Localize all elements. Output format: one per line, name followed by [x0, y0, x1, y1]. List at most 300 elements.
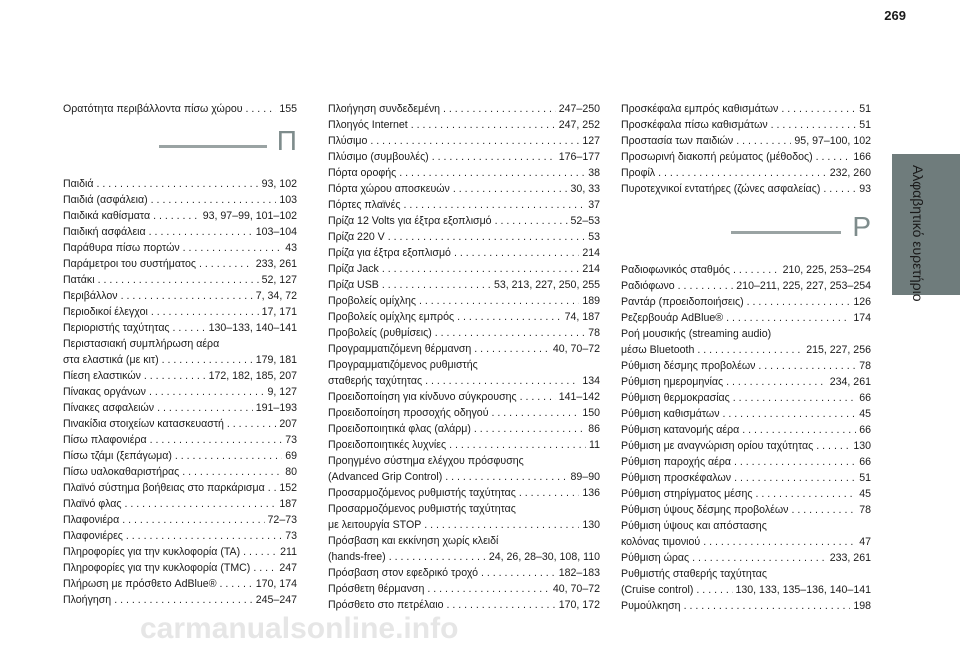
index-entry — [621, 294, 871, 310]
index-page-ref: 172, 182, 185, 207 — [208, 370, 297, 382]
dot-leader — [220, 576, 253, 592]
index-page-ref: 52, 127 — [261, 274, 297, 286]
index-term: Πρίζα 12 Volts για έξτρα εξοπλισμό — [328, 215, 492, 227]
dot-leader — [791, 502, 856, 518]
index-term: Πλαϊνό σύστημα βοήθειας στο παρκάρισμα — [63, 482, 265, 494]
dot-leader — [481, 565, 556, 581]
dot-leader — [742, 422, 856, 438]
dot-leader — [121, 288, 253, 304]
index-term: Ρύθμιση δέσμης προβολέων — [621, 360, 756, 372]
index-page-ref: 73 — [285, 434, 297, 446]
index-page-ref: 66 — [859, 456, 871, 468]
index-page-ref: 38 — [588, 167, 600, 179]
dot-leader — [246, 101, 277, 117]
index-term: με λειτουργία STOP — [328, 519, 422, 531]
index-page-ref: 103–104 — [255, 226, 297, 238]
index-entry — [63, 576, 297, 592]
page-number: 269 — [884, 8, 906, 23]
dot-leader — [403, 197, 585, 213]
index-term: σταθερής ταχύτητας — [328, 375, 423, 387]
index-page-ref: 211 — [280, 546, 297, 558]
index-term: Πίεση ελαστικών — [63, 370, 141, 382]
index-page-ref: 43 — [285, 242, 297, 254]
dot-leader — [419, 293, 579, 309]
index-entry — [328, 389, 600, 405]
dot-leader — [658, 165, 827, 181]
index-term: Πρόσθετο στο πετρέλαιο — [328, 599, 444, 611]
index-entry-line: Ρυθμιστής σταθερής ταχύτητας — [621, 568, 768, 580]
dot-leader — [816, 149, 851, 165]
index-entry — [621, 502, 871, 518]
index-page-ref: 207 — [279, 418, 297, 430]
dot-leader — [153, 208, 200, 224]
index-term: Πυροτεχνικοί εντατήρες (ζώνες ασφαλείας) — [621, 183, 821, 195]
index-page-ref: 210, 225, 253–254 — [782, 264, 871, 276]
index-term: Προβολείς (ρυθμίσεις) — [328, 327, 432, 339]
index-page-ref: 179, 181 — [255, 354, 297, 366]
dot-leader — [149, 384, 265, 400]
dot-leader — [816, 438, 850, 454]
index-term: Ρύθμιση ύψους δέσμης προβολέων — [621, 504, 789, 516]
dot-leader — [151, 192, 277, 208]
index-page-ref: 51 — [859, 472, 871, 484]
index-entry — [328, 549, 600, 565]
index-entry — [621, 534, 871, 550]
index-term: Ρύθμιση ημερομηνίας — [621, 376, 724, 388]
index-page-ref: 187 — [279, 498, 297, 510]
index-page-ref: 198 — [853, 600, 871, 612]
index-page-ref: 150 — [582, 407, 600, 419]
index-entry — [621, 374, 871, 390]
index-entry — [328, 165, 600, 181]
index-entry — [63, 560, 297, 576]
index-entry — [328, 277, 600, 293]
dot-leader — [495, 213, 568, 229]
index-entry-line: Πρόσβαση και εκκίνηση χωρίς κλειδί — [328, 535, 499, 547]
dot-leader — [183, 240, 283, 256]
dot-leader — [726, 310, 850, 326]
index-term: Πληροφορίες για την κυκλοφορία (TMC) — [63, 562, 251, 574]
index-entry — [63, 496, 297, 512]
dot-leader — [435, 325, 585, 341]
dot-leader — [411, 117, 556, 133]
index-term: Ρύθμιση θερμοκρασίας — [621, 392, 730, 404]
index-column-2 — [328, 101, 600, 613]
index-term: Πρίζα Jack — [328, 263, 379, 275]
dot-leader — [114, 592, 253, 608]
dot-leader — [733, 262, 780, 278]
index-page-ref: 245–247 — [255, 594, 297, 606]
index-page-ref: 45 — [859, 488, 871, 500]
index-term: Πλύσιμο (συμβουλές) — [328, 151, 429, 163]
section-letter: Ρ — [852, 211, 871, 242]
index-page-ref: 141–142 — [558, 391, 600, 403]
index-page-ref: 93 — [859, 183, 871, 195]
index-term: Πλαφονιέρες — [63, 530, 123, 542]
dot-leader — [474, 421, 585, 437]
index-entry — [63, 544, 297, 560]
index-entry — [621, 278, 871, 294]
index-term: Ρύθμιση καθισμάτων — [621, 408, 720, 420]
index-column-1 — [63, 101, 297, 608]
index-page-ref: 51 — [859, 103, 871, 115]
index-term: Παιδικά καθίσματα — [63, 210, 151, 222]
index-page-ref: 53, 213, 227, 250, 255 — [493, 279, 600, 291]
index-entry — [63, 480, 297, 496]
index-term: Πλοηγός Internet — [328, 119, 408, 131]
section-letter: Π — [276, 125, 297, 156]
index-entry — [621, 358, 871, 374]
dot-leader — [382, 277, 491, 293]
index-term: Πλαφονιέρα — [63, 514, 120, 526]
index-page-ref: 126 — [853, 296, 871, 308]
index-term: Πλήρωση με πρόσθετο AdBlue® — [63, 578, 217, 590]
dot-leader — [150, 432, 283, 448]
index-page-ref: 7, 34, 72 — [255, 290, 297, 302]
index-entry — [63, 416, 297, 432]
index-page-ref: 9, 127 — [267, 386, 297, 398]
index-page-ref: 155 — [279, 103, 297, 115]
index-entry — [328, 293, 600, 309]
index-entry — [621, 117, 871, 133]
dot-leader — [519, 485, 579, 501]
index-entry — [621, 101, 871, 117]
index-entry — [328, 101, 600, 117]
index-term: Πρίζα για έξτρα εξοπλισμό — [328, 247, 451, 259]
index-entry — [63, 176, 297, 192]
index-page-ref: 170, 174 — [255, 578, 297, 590]
index-page-ref: 170, 172 — [558, 599, 600, 611]
index-entry — [621, 454, 871, 470]
index-page-ref: 40, 70–72 — [552, 343, 600, 355]
index-page-ref: 66 — [859, 392, 871, 404]
dot-leader — [692, 550, 827, 566]
index-entry — [328, 325, 600, 341]
section-divider — [731, 231, 841, 234]
dot-leader — [151, 304, 259, 320]
index-term: Πλοήγηση συνδεδεμένη — [328, 103, 441, 115]
index-term: Περιοδικοί έλεγχοι — [63, 306, 148, 318]
index-term: Ρύθμιση ώρας — [621, 552, 690, 564]
index-term: Πρόσβαση στον εφεδρικό τροχό — [328, 567, 478, 579]
index-page-ref: 17, 171 — [261, 306, 297, 318]
index-entry — [63, 400, 297, 416]
dot-leader — [781, 101, 856, 117]
index-term: Προφίλ — [621, 167, 656, 179]
dot-leader — [432, 149, 556, 165]
index-term: Ρύθμιση παροχής αέρα — [621, 456, 731, 468]
index-page-ref: 93, 102 — [261, 178, 297, 190]
dot-leader — [723, 406, 857, 422]
index-entry — [63, 384, 297, 400]
index-entry — [621, 149, 871, 165]
index-entry — [621, 342, 871, 358]
index-page-ref: 233, 261 — [255, 258, 297, 270]
index-page-ref: 247 — [279, 562, 297, 574]
index-page-ref: 74, 187 — [564, 311, 600, 323]
index-page-ref: 69 — [285, 450, 297, 462]
dot-leader — [227, 416, 276, 432]
index-page-ref: 37 — [588, 199, 600, 211]
dot-leader — [703, 534, 856, 550]
index-page-ref: 89–90 — [570, 471, 600, 483]
index-term: μέσω Bluetooth — [621, 344, 695, 356]
index-page-ref: 134 — [582, 375, 600, 387]
dot-leader — [388, 229, 585, 245]
index-entry — [328, 405, 600, 421]
index-entry — [621, 438, 871, 454]
index-entry — [621, 582, 871, 598]
index-entry — [328, 117, 600, 133]
index-term: Ραντάρ (προειδοποιήσεις) — [621, 296, 744, 308]
dot-leader — [736, 133, 791, 149]
index-page-ref: 130–133, 140–141 — [208, 322, 297, 334]
index-term: Περιβάλλον — [63, 290, 118, 302]
index-term: Παιδική ασφάλεια — [63, 226, 146, 238]
index-term: Πόρτα οροφής — [328, 167, 397, 179]
index-entry — [328, 261, 600, 277]
index-term: Παράθυρα πίσω πορτών — [63, 242, 180, 254]
index-term: Πρίζα USB — [328, 279, 379, 291]
index-term: Ρύθμιση προσκέφαλων — [621, 472, 732, 484]
index-entry — [621, 486, 871, 502]
index-term: Ρύθμιση με αναγνώριση ορίου ταχύτητας — [621, 440, 814, 452]
index-page-ref: 86 — [588, 423, 600, 435]
index-page-ref: 232, 260 — [829, 167, 871, 179]
index-page-ref: 127 — [582, 135, 600, 147]
dot-leader — [758, 358, 856, 374]
index-term: Πληροφορίες για την κυκλοφορία (TA) — [63, 546, 241, 558]
index-entry — [63, 224, 297, 240]
index-term: (Advanced Grip Control) — [328, 471, 443, 483]
section-header-pi — [63, 125, 297, 170]
index-page-ref: 45 — [859, 408, 871, 420]
index-term: Πίνακες ασφαλειών — [63, 402, 155, 414]
index-term: Πλοήγηση — [63, 594, 112, 606]
dot-leader — [182, 464, 282, 480]
dot-leader — [755, 486, 856, 502]
index-page-ref: 215, 227, 256 — [806, 344, 871, 356]
index-entry — [621, 390, 871, 406]
dot-leader — [97, 176, 259, 192]
index-entry — [328, 581, 600, 597]
index-page-ref: 189 — [582, 295, 600, 307]
index-entry — [63, 240, 297, 256]
dot-leader — [492, 405, 580, 421]
index-column-3 — [621, 101, 871, 614]
index-page-ref: 52–53 — [570, 215, 600, 227]
index-entry-line: Ρύθμιση ύψους και απόστασης — [621, 520, 767, 532]
index-page-ref: 214 — [582, 263, 600, 275]
index-page-ref: 176–177 — [558, 151, 600, 163]
index-page-ref: 53 — [588, 231, 600, 243]
index-page-ref: 233, 261 — [829, 552, 871, 564]
index-entry — [328, 197, 600, 213]
dot-leader — [726, 374, 827, 390]
dot-leader — [733, 390, 856, 406]
index-entry — [328, 229, 600, 245]
index-term: Ορατότητα περιβάλλοντα πίσω χώρου — [63, 103, 243, 115]
index-term: Προειδοποίηση προσοχής οδηγού — [328, 407, 489, 419]
index-entry — [63, 464, 297, 480]
index-term: Προσωρινή διακοπή ρεύματος (μέθοδος) — [621, 151, 813, 163]
index-entry — [63, 256, 297, 272]
index-term: Προσκέφαλα εμπρός καθισμάτων — [621, 103, 779, 115]
watermark: carmanualsonline.info — [140, 612, 459, 645]
index-entry-line: Προγραμματιζόμενος ρυθμιστής — [328, 359, 478, 371]
index-page-ref: 103 — [279, 194, 297, 206]
index-term: κολόνας τιμονιού — [621, 536, 701, 548]
side-label — [910, 165, 930, 415]
index-entry — [328, 341, 600, 357]
index-term: Πλύσιμο — [328, 135, 368, 147]
index-entry — [621, 406, 871, 422]
index-page-ref: 80 — [285, 466, 297, 478]
index-term: Παιδιά (ασφάλεια) — [63, 194, 148, 206]
index-page-ref: 214 — [582, 247, 600, 259]
index-term: Ρεζερβουάρ AdBlue® — [621, 312, 724, 324]
index-term: Πλαϊνό φλας — [63, 498, 122, 510]
dot-leader — [268, 480, 277, 496]
dot-leader — [175, 448, 282, 464]
index-term: Πίνακας οργάνων — [63, 386, 146, 398]
index-entry — [63, 101, 297, 117]
index-term: Προβολείς ομίχλης — [328, 295, 416, 307]
index-entry — [621, 598, 871, 614]
index-term: Προσκέφαλα πίσω καθισμάτων — [621, 119, 768, 131]
index-entry — [63, 272, 297, 288]
index-term: Παράμετροι του συστήματος — [63, 258, 197, 270]
dot-leader — [126, 528, 282, 544]
index-term: Πινακίδια στοιχείων κατασκευαστή — [63, 418, 224, 430]
index-entry — [328, 149, 600, 165]
index-entry — [328, 469, 600, 485]
index-term: (Cruise control) — [621, 584, 694, 596]
dot-leader — [446, 597, 555, 613]
dot-leader — [157, 400, 253, 416]
index-page-ref: 78 — [859, 360, 871, 372]
index-entry — [328, 421, 600, 437]
index-term: Ρύθμιση κατανομής αέρα — [621, 424, 740, 436]
dot-leader — [243, 544, 277, 560]
dot-leader — [474, 341, 550, 357]
index-term: Πόρτα χώρου αποσκευών — [328, 183, 450, 195]
index-term: Περιοριστής ταχύτητας — [63, 322, 170, 334]
dot-leader — [382, 261, 579, 277]
index-entry — [328, 133, 600, 149]
index-term: Ρύθμιση στηρίγματος μέσης — [621, 488, 753, 500]
dot-leader — [747, 294, 851, 310]
dot-leader — [199, 256, 253, 272]
index-entry — [63, 448, 297, 464]
dot-leader — [389, 549, 486, 565]
index-entry — [63, 368, 297, 384]
dot-leader — [162, 352, 253, 368]
index-term: Πίσω πλαφονιέρα — [63, 434, 147, 446]
index-entry — [328, 597, 600, 613]
index-entry — [63, 192, 297, 208]
index-entry — [621, 165, 871, 181]
index-entry — [328, 181, 600, 197]
index-page-ref: 182–183 — [558, 567, 600, 579]
dot-leader — [520, 389, 556, 405]
index-page-ref: 152 — [279, 482, 297, 494]
index-term: Ρυμούλκηση — [621, 600, 681, 612]
index-term: Πίσω υαλοκαθαριστήρας — [63, 466, 180, 478]
index-page-ref: 166 — [853, 151, 871, 163]
index-entry — [63, 208, 297, 224]
index-page-ref: 11 — [589, 439, 600, 451]
index-entry — [328, 485, 600, 501]
dot-leader — [427, 581, 550, 597]
index-page-ref: 130, 133, 135–136, 140–141 — [735, 584, 871, 596]
dot-leader — [124, 496, 276, 512]
index-entry — [328, 309, 600, 325]
dot-leader — [443, 101, 556, 117]
index-page-ref: 130 — [582, 519, 600, 531]
dot-leader — [734, 454, 856, 470]
index-page-ref: 247, 252 — [558, 119, 600, 131]
index-term: Πρόσθετη θέρμανση — [328, 583, 425, 595]
index-term: Ραδιόφωνο — [621, 280, 675, 292]
index-term: Προβολείς ομίχλης εμπρός — [328, 311, 455, 323]
index-term: Προστασία των παιδιών — [621, 135, 734, 147]
index-term: Παιδιά — [63, 178, 94, 190]
index-entry — [63, 304, 297, 320]
index-entry — [63, 512, 297, 528]
index-page-ref: 95, 97–100, 102 — [794, 135, 871, 147]
index-page-ref: 40, 70–72 — [552, 583, 600, 595]
index-entry — [621, 262, 871, 278]
dot-leader — [823, 181, 856, 197]
dot-leader — [253, 560, 276, 576]
dot-leader — [98, 272, 259, 288]
index-page-ref: 66 — [859, 424, 871, 436]
dot-leader — [424, 517, 579, 533]
index-page-ref: 51 — [859, 119, 871, 131]
index-page-ref: 136 — [582, 487, 600, 499]
dot-leader — [734, 470, 856, 486]
index-entry — [621, 470, 871, 486]
index-entry — [63, 592, 297, 608]
section-divider — [159, 145, 267, 148]
index-entry — [63, 352, 297, 368]
index-entry — [621, 422, 871, 438]
dot-leader — [173, 320, 206, 336]
side-label-text: Αλφαβητικό ευρετήριο — [910, 165, 926, 302]
index-page-ref: 191–193 — [255, 402, 297, 414]
index-entry — [328, 565, 600, 581]
index-entry — [621, 310, 871, 326]
index-page-ref: 247–250 — [558, 103, 600, 115]
index-entry — [621, 133, 871, 149]
index-term: (hands-free) — [328, 551, 386, 563]
index-term: Προειδοποίηση για κίνδυνο σύγκρουσης — [328, 391, 517, 403]
index-entry-line: Ροή μουσικής (streaming audio) — [621, 328, 772, 340]
index-term: Προειδοποιητικά φλας (αλάρμ) — [328, 423, 471, 435]
index-page-ref: 174 — [853, 312, 871, 324]
section-header-rho — [621, 211, 871, 256]
index-entry — [621, 550, 871, 566]
index-page-ref: 47 — [859, 536, 871, 548]
index-term: Ραδιοφωνικός σταθμός — [621, 264, 730, 276]
dot-leader — [678, 278, 734, 294]
index-page-ref: 210–211, 225, 227, 253–254 — [736, 280, 871, 292]
index-page-ref: 72–73 — [267, 514, 297, 526]
dot-leader — [425, 373, 579, 389]
dot-leader — [454, 245, 579, 261]
index-entry — [328, 245, 600, 261]
